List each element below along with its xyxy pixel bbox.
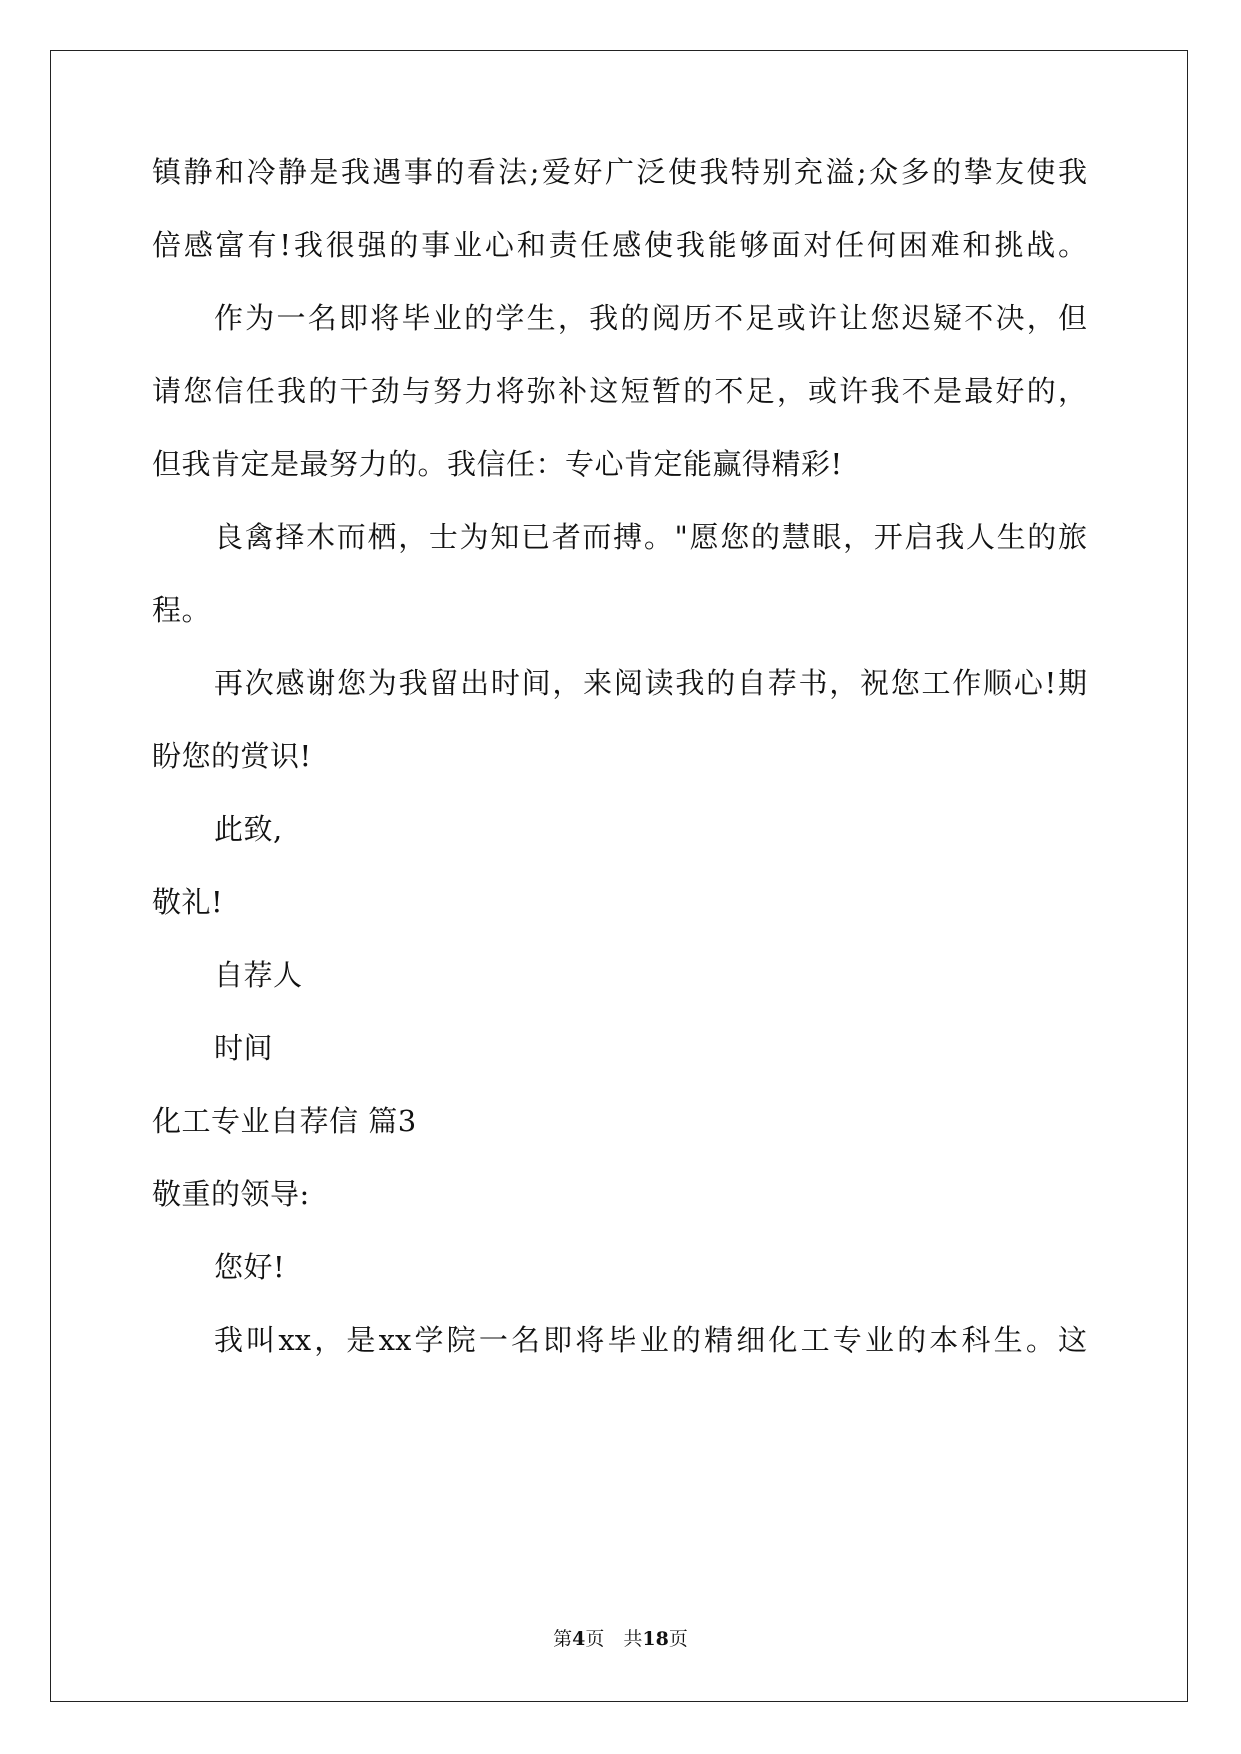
body-text-line: 请您信任我的干劲与努力将弥补这短暂的不足，或许我不是最好的，	[152, 374, 1087, 408]
paragraph-text-line: 我叫xx，是xx学院一名即将毕业的精细化工专业的本科生。这	[214, 1323, 1087, 1357]
page-border	[50, 50, 1188, 1702]
page-middle-text: 页 共	[585, 1628, 643, 1650]
body-text-line: 但我肯定是最努力的。我信任：专心肯定能赢得精彩!	[152, 447, 843, 481]
body-text-line: 镇静和冷静是我遇事的看法;爱好广泛使我特别充溢;众多的挚友使我	[152, 155, 1087, 189]
body-text-line: 倍感富有!我很强的事业心和责任感使我能够面对任何困难和挑战。	[152, 228, 1087, 262]
signature-label: 自荐人	[214, 958, 303, 992]
closing-salutation: 此致,	[214, 812, 283, 846]
body-text-line: 盼您的赏识!	[152, 739, 312, 773]
date-label: 时间	[214, 1031, 274, 1065]
letter-salutation: 敬重的领导:	[152, 1177, 310, 1211]
page-current-number: 4	[572, 1628, 586, 1650]
page-prefix: 第	[553, 1628, 573, 1650]
greeting-line: 您好!	[214, 1250, 286, 1284]
page-number-footer	[0, 1624, 1241, 1651]
body-text-line: 程。	[152, 593, 212, 627]
section-heading: 化工专业自荐信 篇3	[152, 1104, 417, 1138]
paragraph-text-line: 作为一名即将毕业的学生，我的阅历不足或许让您迟疑不决，但	[214, 301, 1087, 335]
closing-regards: 敬礼!	[152, 885, 224, 919]
paragraph-text-line: 再次感谢您为我留出时间，来阅读我的自荐书，祝您工作顺心!期	[214, 666, 1087, 700]
page-suffix: 页	[668, 1628, 688, 1650]
paragraph-text-line: 良禽择木而栖，士为知已者而搏。"愿您的慧眼，开启我人生的旅	[214, 520, 1087, 554]
page-total-number: 18	[642, 1628, 669, 1650]
